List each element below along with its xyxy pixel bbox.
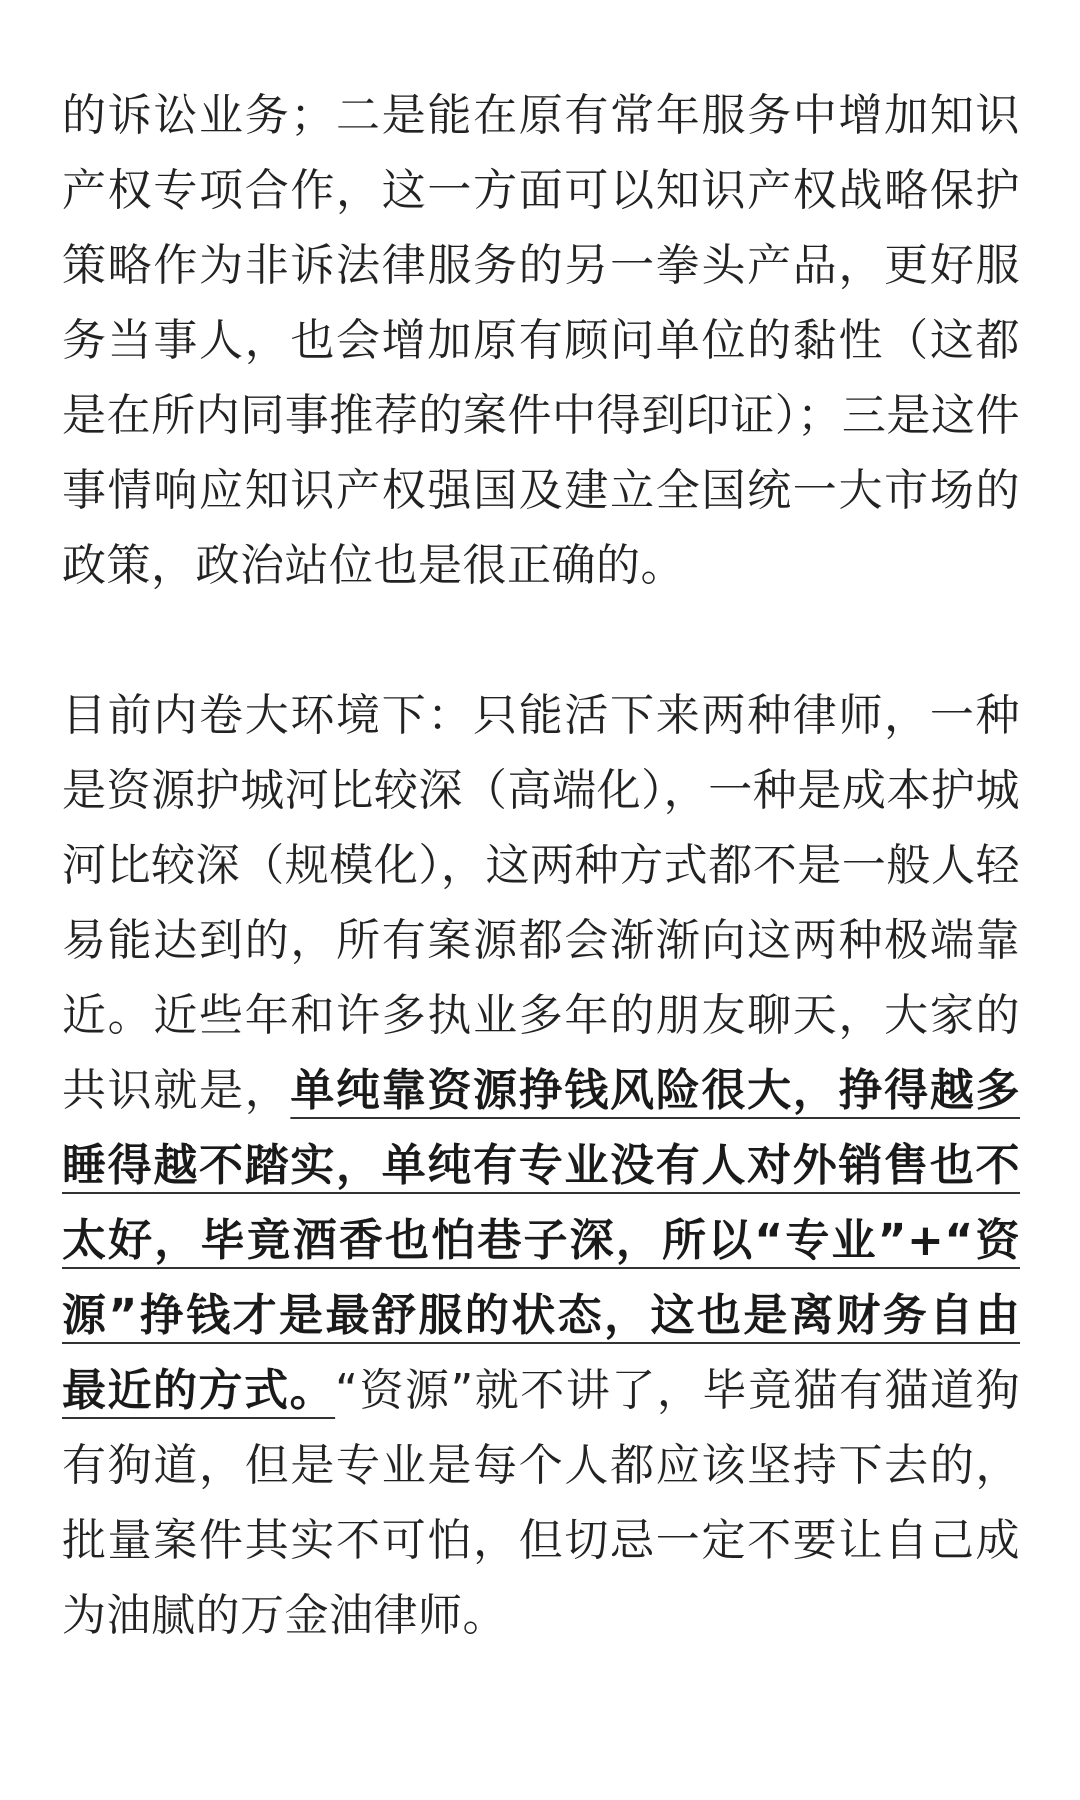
article-body bbox=[62, 78, 1020, 1653]
emphasized-statement: 单纯靠资源挣钱风险很大，挣得越多睡得越不踏实，单纯有专业没有人对外销售也不太好，毕竟酒香也怕巷子深，所以“专业”+“资源”挣钱才是最舒服的状态，这也是离财务自由最近的方式。 bbox=[62, 1065, 1020, 1416]
paragraph-1: 的诉讼业务；二是能在原有常年服务中增加知识产权专项合作，这一方面可以知识产权战略保护策略作为非诉法律服务的另一拳头产品，更好服务当事人，也会增加原有顾问单位的黏性（这都是在所内同事推荐的案件中得到印证）；三是这件事情响应知识产权强国及建立全国统一大市场的政策，政治站位也是很正确的。 bbox=[62, 90, 1020, 591]
paragraph-2-intro: 目前内卷大环境下：只能活下来两种律师，一种是资源护城河比较深（高端化），一种是成本护城河比较深（规模化），这两种方式都不是一般人轻易能达到的，所有案源都会渐渐向这两种极端靠近。近些年和许多执业多年的朋友聊天，大家的共识就是， bbox=[62, 690, 1020, 1116]
paragraph-2-conclusion: “资源”就不讲了，毕竟猫有猫道狗有狗道，但是专业是每个人都应该坚持下去的，批量案件其实不可怕，但切忌一定不要让自己成为油腻的万金油律师。 bbox=[62, 1365, 1021, 1641]
paragraph-2 bbox=[62, 678, 1020, 1653]
